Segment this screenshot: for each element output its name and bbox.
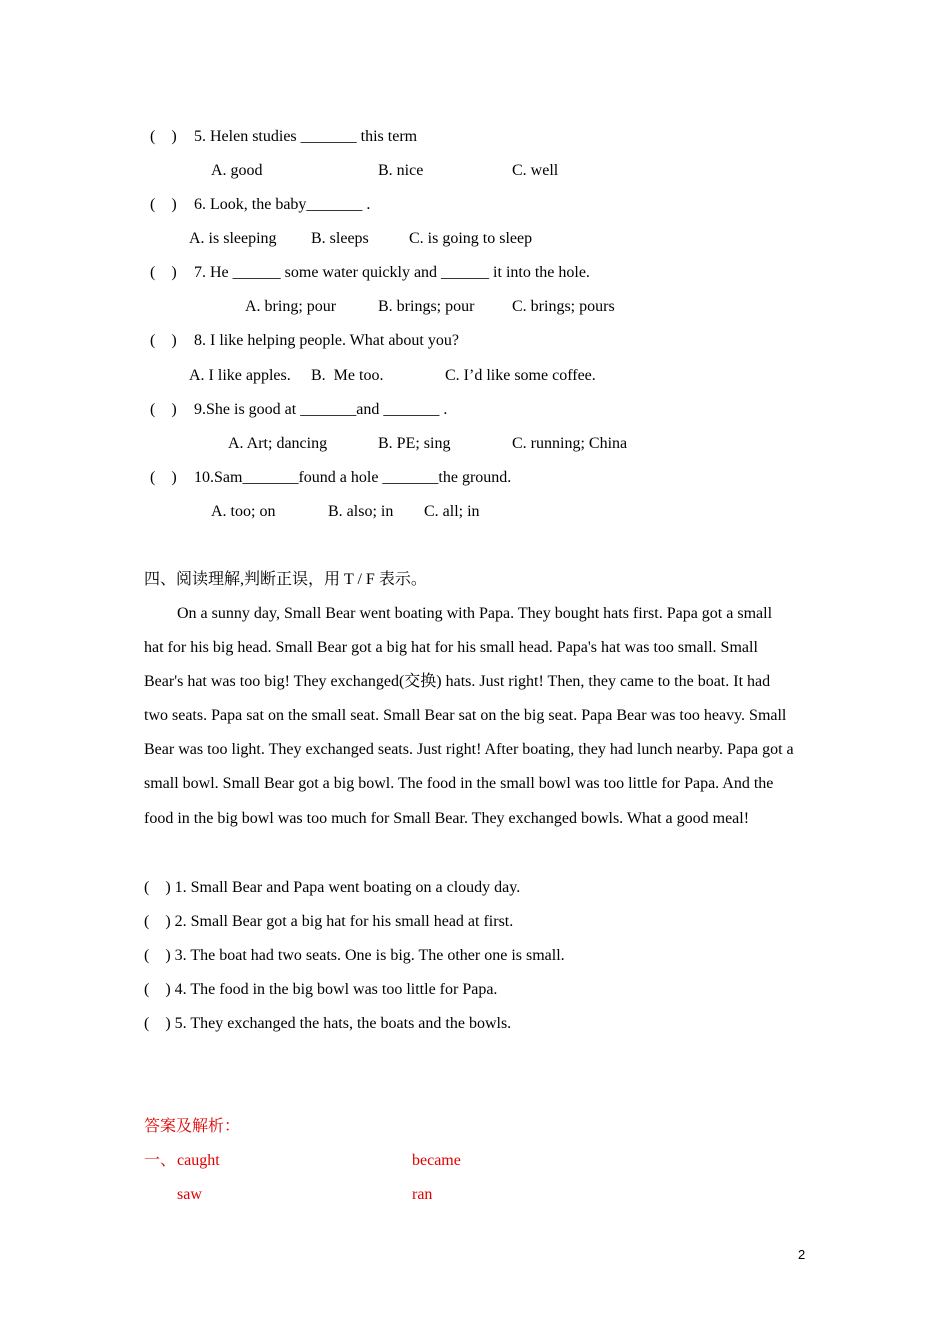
answer-bracket[interactable]: ( ) (150, 196, 177, 213)
section-heading: 四、阅读理解,判断正误，用 T / F 表示。 (144, 571, 427, 588)
statement-4[interactable]: ( ) 4. The food in the big bowl was too little for Papa. (144, 981, 498, 998)
statement-5[interactable]: ( ) 5. They exchanged the hats, the boats and the bowls. (144, 1015, 512, 1032)
option-a: A. I like apples. (189, 367, 291, 384)
option-b: B. nice (378, 162, 424, 179)
reading-passage (144, 597, 794, 836)
question-stem: 9.She is good at _______and _______ . (194, 401, 448, 418)
passage-text: On a sunny day, Small Bear went boating with Papa. They bought hats first. Papa got a small hat for his big head. Small Bear got a big hat for his small head. Papa's hat was too small. Small Bear's hat was too big! They exchanged(交换) hats. Just right! Then, they came to the boat. It had two seats. Papa sat on the small seat. Small Bear sat on the big seat. Papa Bear was too heavy. Small Bear was too light. They exchanged seats. Just right! After boating, they had lunch nearby. Papa got a small bowl. Small Bear got a big bowl. The food in the small bowl was too little for Papa. And the food in the big bowl was too much for Small Bear. They exchanged bowls. What a good meal! (144, 605, 794, 827)
question-stem: 8. I like helping people. What about you? (194, 332, 459, 349)
question-stem: 6. Look, the baby_______ . (194, 196, 371, 213)
answer-bracket[interactable]: ( ) (150, 264, 177, 281)
option-c: C. well (512, 162, 559, 179)
option-b: B. sleeps (311, 230, 369, 247)
option-a: A. good (211, 162, 263, 179)
statement-3[interactable]: ( ) 3. The boat had two seats. One is big. The other one is small. (144, 947, 565, 964)
option-b: B. brings; pour (378, 298, 475, 315)
option-a: A. Art; dancing (228, 435, 328, 452)
page-number: 2 (798, 1247, 806, 1262)
question-stem: 7. He ______ some water quickly and ______ it into the hole. (194, 264, 590, 281)
statement-2[interactable]: ( ) 2. Small Bear got a big hat for his small head at first. (144, 913, 514, 930)
option-a: A. bring; pour (245, 298, 337, 315)
answer-word: became (412, 1152, 461, 1169)
answer-bracket[interactable]: ( ) (150, 332, 177, 349)
answers-prefix: 一、 (144, 1152, 177, 1169)
option-c: C. running; China (512, 435, 628, 452)
option-a: A. too; on (211, 503, 276, 520)
option-b: B. PE; sing (378, 435, 451, 452)
option-c: C. I’d like some coffee. (445, 367, 596, 384)
option-c: C. brings; pours (512, 298, 615, 315)
option-c: C. all; in (424, 503, 480, 520)
answers-heading: 答案及解析： (144, 1118, 241, 1135)
option-b: B. Me too. (311, 367, 384, 384)
statement-1[interactable]: ( ) 1. Small Bear and Papa went boating on a cloudy day. (144, 879, 521, 896)
question-stem: 10.Sam_______found a hole _______the ground. (194, 469, 512, 486)
question-stem: 5. Helen studies _______ this term (194, 128, 418, 145)
answer-word: ran (412, 1186, 433, 1203)
answer-word: caught (177, 1152, 220, 1169)
answer-bracket[interactable]: ( ) (150, 128, 177, 145)
answer-bracket[interactable]: ( ) (150, 401, 177, 418)
option-c: C. is going to sleep (409, 230, 533, 247)
answer-bracket[interactable]: ( ) (150, 469, 177, 486)
option-a: A. is sleeping (189, 230, 277, 247)
answer-word: saw (177, 1186, 202, 1203)
option-b: B. also; in (328, 503, 394, 520)
